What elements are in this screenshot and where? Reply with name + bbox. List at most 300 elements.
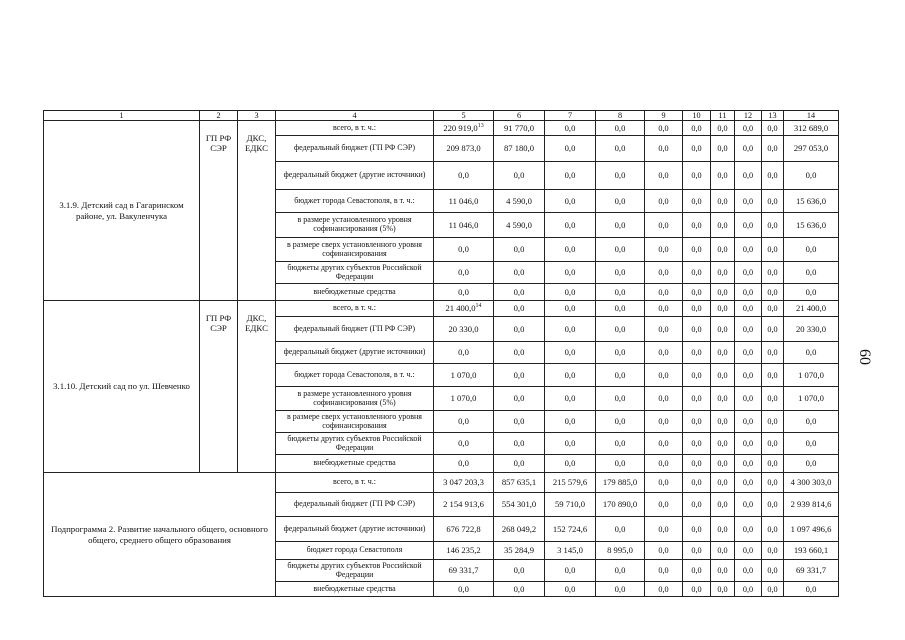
value-text: 0,0: [458, 244, 469, 254]
value-text: 0,0: [658, 144, 669, 153]
value-text: 0,0: [717, 500, 728, 509]
value-cell: [762, 364, 784, 387]
value-cell: [596, 364, 645, 387]
value-cell: [711, 213, 735, 238]
value-text: 0,0: [691, 566, 702, 575]
project-name-cell: 3.1.10. Детский сад по ул. Шевченко: [44, 301, 200, 473]
value-text: 0,0: [805, 347, 817, 357]
value-cell: [645, 387, 683, 411]
value-text: 0,0: [742, 287, 754, 297]
value-cell: [683, 317, 711, 342]
value-text: 0,0: [717, 394, 728, 403]
value-text: 0,0: [805, 286, 817, 297]
funding-source-cell: федеральный бюджет (другие источники): [276, 342, 434, 364]
value-cell: [645, 433, 683, 455]
value-text: 0,0: [513, 244, 525, 254]
value-text: 69 331,7: [448, 565, 479, 575]
value-text: 0,0: [805, 438, 817, 448]
value-text: 0,0: [564, 244, 576, 254]
funding-source-cell: в размере установленного уровня софинансирования (5%): [276, 387, 434, 411]
value-cell: [596, 284, 645, 301]
value-text: 0,0: [717, 123, 728, 133]
value-cell: [645, 560, 683, 582]
value-cell: [545, 582, 596, 597]
value-cell: [545, 121, 596, 136]
column-number-header: 12: [735, 111, 762, 121]
value-cell: [683, 433, 711, 455]
value-cell: [645, 238, 683, 262]
value-text: 0,0: [614, 393, 626, 403]
value-cell: [545, 455, 596, 473]
value-cell: [645, 342, 683, 364]
page-number: 60: [856, 349, 873, 365]
value-text: 0,0: [458, 170, 469, 180]
value-cell: [494, 262, 545, 284]
value-text: 0,0: [458, 347, 469, 357]
value-cell: [645, 542, 683, 560]
column-number-header: 8: [596, 111, 645, 121]
value-text: 0,0: [458, 286, 469, 297]
value-text: 3 145,0: [557, 545, 583, 555]
value-text: 0,0: [717, 304, 728, 313]
funding-source-cell: всего, в т. ч.:: [276, 121, 434, 136]
value-text: 0,0: [614, 303, 626, 313]
funding-source-cell: в размере установленного уровня софинансирования (5%): [276, 213, 434, 238]
value-text: 0,0: [564, 219, 576, 230]
funding-source-cell: бюджеты других субъектов Российской Федерации: [276, 560, 434, 582]
value-text: 0,0: [658, 287, 669, 297]
value-text: 0,0: [691, 584, 702, 594]
value-text: 0,0: [742, 439, 754, 448]
header-row: [44, 111, 839, 121]
value-cell: [596, 136, 645, 162]
value-cell: [434, 387, 494, 411]
value-cell: [711, 455, 735, 473]
value-cell: [784, 136, 839, 162]
value-cell: [683, 301, 711, 317]
value-text: 0,0: [564, 170, 576, 180]
value-text: 0,0: [614, 219, 626, 230]
value-cell: [784, 582, 839, 597]
value-text: 0,0: [767, 268, 778, 277]
value-cell: [711, 262, 735, 284]
value-cell: [784, 493, 839, 517]
value-cell: [735, 301, 762, 317]
value-cell: [784, 542, 839, 560]
column-number-header: 11: [711, 111, 735, 121]
value-cell: [494, 455, 545, 473]
value-text: 0,0: [717, 348, 728, 357]
value-text: 0,0: [742, 394, 754, 403]
value-text: 0,0: [767, 566, 778, 575]
value-cell: [735, 238, 762, 262]
value-cell: [711, 238, 735, 262]
value-text: 0,0: [805, 458, 817, 468]
value-text: 0,0: [658, 245, 669, 254]
value-cell: [545, 560, 596, 582]
value-cell: [784, 284, 839, 301]
footnote-marker: 14: [475, 303, 482, 310]
value-text: 15 636,0: [795, 195, 827, 206]
value-cell: [596, 433, 645, 455]
value-cell: [762, 284, 784, 301]
value-cell: [711, 493, 735, 517]
value-text: 20 330,0: [448, 323, 479, 334]
value-cell: [545, 213, 596, 238]
value-text: 0,0: [691, 324, 702, 334]
value-text: 0,0: [717, 417, 728, 426]
funding-source-cell: федеральный бюджет (ГП РФ СЭР): [276, 493, 434, 517]
value-cell: [784, 262, 839, 284]
value-text: 0,0: [717, 370, 728, 380]
value-text: 0,0: [691, 439, 702, 448]
value-text: 152 724,6: [552, 523, 588, 534]
value-cell: [711, 136, 735, 162]
value-text: 0,0: [614, 323, 626, 334]
column-number-header: 4: [276, 111, 434, 121]
value-text: 0,0: [691, 304, 702, 313]
value-text: 0,0: [513, 565, 525, 575]
value-cell: [683, 582, 711, 597]
value-text: 0,0: [742, 196, 754, 206]
value-text: 0,0: [658, 524, 669, 534]
value-text: 0,0: [614, 416, 626, 426]
value-cell: [683, 262, 711, 284]
value-cell: [494, 582, 545, 597]
value-cell: [596, 213, 645, 238]
value-cell: [434, 238, 494, 262]
value-text: 146 235,2: [446, 545, 481, 555]
value-cell: [762, 213, 784, 238]
value-text: 0,0: [691, 220, 702, 230]
value-cell: [494, 136, 545, 162]
value-cell: [784, 411, 839, 433]
value-cell: [683, 121, 711, 136]
value-cell: [784, 301, 839, 317]
value-text: 0,0: [691, 268, 702, 277]
value-cell: [645, 121, 683, 136]
value-text: 0,0: [691, 478, 702, 487]
value-cell: [545, 364, 596, 387]
value-text: 0,0: [742, 220, 754, 230]
value-cell: [494, 433, 545, 455]
value-text: 0,0: [614, 244, 626, 254]
value-cell: [494, 387, 545, 411]
column-number-header: 2: [200, 111, 238, 121]
value-text: 0,0: [717, 196, 728, 206]
value-cell: [762, 238, 784, 262]
column-number-header: 9: [645, 111, 683, 121]
value-cell: [711, 582, 735, 597]
value-cell: [596, 162, 645, 190]
value-cell: [683, 162, 711, 190]
value-cell: [762, 455, 784, 473]
value-cell: [735, 364, 762, 387]
value-text: 0,0: [717, 439, 728, 448]
value-text: 0,0: [614, 523, 626, 534]
value-text: 0,0: [767, 439, 778, 448]
value-cell: [545, 411, 596, 433]
value-cell: [735, 542, 762, 560]
value-cell: [711, 387, 735, 411]
value-text: 312 689,0: [793, 122, 829, 133]
value-text: 0,0: [805, 416, 817, 426]
value-text: 0,0: [658, 566, 669, 575]
value-text: 0,0: [658, 417, 669, 426]
value-text: 0,0: [742, 324, 754, 334]
value-text: 0,0: [614, 458, 626, 468]
value-text: 676 722,8: [446, 523, 481, 534]
value-text: 268 049,2: [501, 523, 537, 534]
value-text: 0,0: [691, 171, 702, 180]
value-cell: [762, 262, 784, 284]
value-cell: [434, 136, 494, 162]
value-text: 15 636,0: [795, 219, 827, 230]
column-number-header: 3: [238, 111, 276, 121]
value-cell: [596, 190, 645, 213]
value-text: 0,0: [742, 459, 754, 468]
value-text: 0,0: [513, 286, 525, 297]
executor-cell: ДКС, ЕДКС: [238, 121, 276, 301]
value-cell: [735, 213, 762, 238]
value-text: 0,0: [658, 370, 669, 380]
value-text: 0,0: [691, 144, 702, 153]
value-cell: [494, 317, 545, 342]
value-text: 0,0: [614, 267, 626, 277]
value-cell: [434, 582, 494, 597]
value-cell: [645, 582, 683, 597]
value-text: 1 070,0: [450, 369, 477, 380]
value-text: 3 047 203,3: [443, 477, 484, 487]
value-cell: [434, 121, 494, 136]
value-text: 0,0: [564, 416, 576, 426]
value-text: 0,0: [742, 268, 754, 277]
table-row: [44, 301, 839, 317]
value-cell: [762, 136, 784, 162]
value-text: 59 710,0: [554, 499, 586, 509]
value-text: 0,0: [513, 347, 525, 357]
funding-source-cell: федеральный бюджет (ГП РФ СЭР): [276, 317, 434, 342]
value-cell: [545, 517, 596, 542]
value-text: 0,0: [691, 459, 702, 468]
value-cell: [683, 517, 711, 542]
value-text: 0,0: [658, 584, 669, 594]
value-text: 21 400,0: [795, 303, 827, 313]
value-text: 0,0: [658, 171, 669, 180]
value-cell: [711, 473, 735, 493]
value-cell: [762, 517, 784, 542]
value-cell: [784, 121, 839, 136]
value-cell: [494, 342, 545, 364]
value-text: 1 097 496,6: [790, 523, 832, 534]
funding-source-cell: федеральный бюджет (ГП РФ СЭР): [276, 136, 434, 162]
value-cell: [596, 542, 645, 560]
value-text: 0,0: [564, 565, 576, 575]
value-text: 0,0: [717, 268, 728, 277]
value-text: 297 053,0: [793, 143, 829, 153]
value-cell: [735, 473, 762, 493]
value-cell: [494, 364, 545, 387]
value-text: 0,0: [717, 324, 728, 334]
value-cell: [596, 473, 645, 493]
value-cell: [545, 284, 596, 301]
value-text: 0,0: [805, 583, 817, 594]
value-cell: [711, 517, 735, 542]
value-cell: [596, 342, 645, 364]
value-cell: [762, 493, 784, 517]
value-text: 11 046,0: [448, 219, 479, 230]
value-text: 0,0: [742, 478, 754, 487]
column-number-header: 14: [784, 111, 839, 121]
value-text: 0,0: [691, 123, 702, 133]
value-cell: [494, 284, 545, 301]
value-text: 0,0: [717, 584, 728, 594]
value-cell: [434, 542, 494, 560]
value-cell: [711, 342, 735, 364]
value-text: 0,0: [513, 303, 525, 313]
value-text: 0,0: [717, 566, 728, 575]
value-text: 0,0: [767, 220, 778, 230]
value-text: 215 579,6: [552, 477, 588, 487]
value-text: 21 400,0: [445, 303, 476, 313]
value-text: 0,0: [767, 417, 778, 426]
value-text: 11 046,0: [448, 195, 479, 206]
value-text: 0,0: [458, 438, 469, 448]
value-cell: [494, 238, 545, 262]
executor-cell: ДКС, ЕДКС: [238, 301, 276, 473]
value-cell: [784, 387, 839, 411]
value-text: 0,0: [564, 323, 576, 334]
value-cell: [596, 301, 645, 317]
value-text: 0,0: [742, 546, 754, 555]
value-cell: [735, 493, 762, 517]
value-text: 0,0: [691, 546, 702, 555]
value-text: 4 300 303,0: [790, 477, 832, 487]
value-cell: [434, 433, 494, 455]
value-text: 0,0: [658, 459, 669, 468]
value-cell: [683, 542, 711, 560]
value-text: 0,0: [717, 144, 728, 153]
value-text: 0,0: [658, 196, 669, 206]
value-cell: [784, 517, 839, 542]
value-text: 0,0: [658, 304, 669, 313]
value-text: 2 154 913,6: [443, 499, 484, 509]
funding-source-cell: бюджеты других субъектов Российской Федерации: [276, 262, 434, 284]
value-text: 1 070,0: [450, 393, 477, 403]
value-text: 0,0: [564, 369, 576, 380]
value-text: 0,0: [658, 439, 669, 448]
value-cell: [711, 121, 735, 136]
value-cell: [545, 317, 596, 342]
value-cell: [494, 162, 545, 190]
funding-source-cell: бюджеты других субъектов Российской Федерации: [276, 433, 434, 455]
value-text: 170 890,0: [602, 499, 638, 509]
value-text: 0,0: [458, 583, 469, 594]
value-cell: [596, 317, 645, 342]
value-text: 0,0: [717, 171, 728, 180]
value-text: 87 180,0: [503, 143, 535, 153]
value-cell: [711, 317, 735, 342]
value-text: 0,0: [658, 268, 669, 277]
funding-source-cell: всего, в т. ч.:: [276, 301, 434, 317]
value-cell: [434, 301, 494, 317]
value-cell: [762, 582, 784, 597]
value-cell: [545, 136, 596, 162]
value-cell: [735, 517, 762, 542]
value-cell: [711, 301, 735, 317]
value-cell: [434, 493, 494, 517]
value-cell: [596, 455, 645, 473]
value-text: 1 070,0: [798, 393, 824, 403]
funding-source-cell: федеральный бюджет (другие источники): [276, 517, 434, 542]
value-text: 0,0: [742, 566, 754, 575]
value-cell: [545, 473, 596, 493]
value-text: 0,0: [614, 369, 626, 380]
value-text: 857 635,1: [501, 477, 537, 487]
value-text: 0,0: [564, 267, 576, 277]
value-cell: [494, 301, 545, 317]
value-cell: [434, 342, 494, 364]
value-text: 0,0: [742, 584, 754, 594]
value-cell: [545, 433, 596, 455]
value-text: 0,0: [767, 524, 778, 534]
funding-source-cell: всего, в т. ч.:: [276, 473, 434, 493]
value-text: 0,0: [805, 170, 817, 180]
value-cell: [762, 342, 784, 364]
funding-source-cell: бюджет города Севастополя, в т. ч.:: [276, 190, 434, 213]
value-cell: [434, 560, 494, 582]
value-cell: [762, 433, 784, 455]
value-text: 0,0: [658, 348, 669, 357]
column-number-header: 7: [545, 111, 596, 121]
column-number-header: 10: [683, 111, 711, 121]
value-cell: [683, 473, 711, 493]
value-cell: [545, 238, 596, 262]
value-cell: [434, 162, 494, 190]
value-cell: [711, 284, 735, 301]
value-cell: [683, 213, 711, 238]
value-cell: [494, 190, 545, 213]
value-cell: [784, 473, 839, 493]
value-cell: [494, 411, 545, 433]
value-text: 0,0: [767, 348, 778, 357]
value-cell: [683, 493, 711, 517]
value-cell: [762, 121, 784, 136]
value-text: 0,0: [513, 438, 525, 448]
value-cell: [545, 262, 596, 284]
value-text: 0,0: [614, 122, 626, 133]
value-cell: [683, 411, 711, 433]
value-cell: [762, 162, 784, 190]
value-text: 8 995,0: [607, 545, 633, 555]
value-cell: [711, 560, 735, 582]
value-text: 0,0: [614, 565, 626, 575]
value-cell: [545, 493, 596, 517]
value-cell: [645, 364, 683, 387]
value-cell: [494, 213, 545, 238]
value-text: 0,0: [767, 287, 778, 297]
footnote-marker: 13: [477, 122, 484, 129]
value-cell: [683, 284, 711, 301]
value-text: 0,0: [658, 394, 669, 403]
value-text: 0,0: [717, 459, 728, 468]
value-cell: [784, 364, 839, 387]
value-text: 0,0: [658, 500, 669, 509]
value-cell: [645, 262, 683, 284]
funding-source-cell: бюджет города Севастополя, в т. ч.:: [276, 364, 434, 387]
value-cell: [596, 262, 645, 284]
funding-source-cell: внебюджетные средства: [276, 582, 434, 597]
